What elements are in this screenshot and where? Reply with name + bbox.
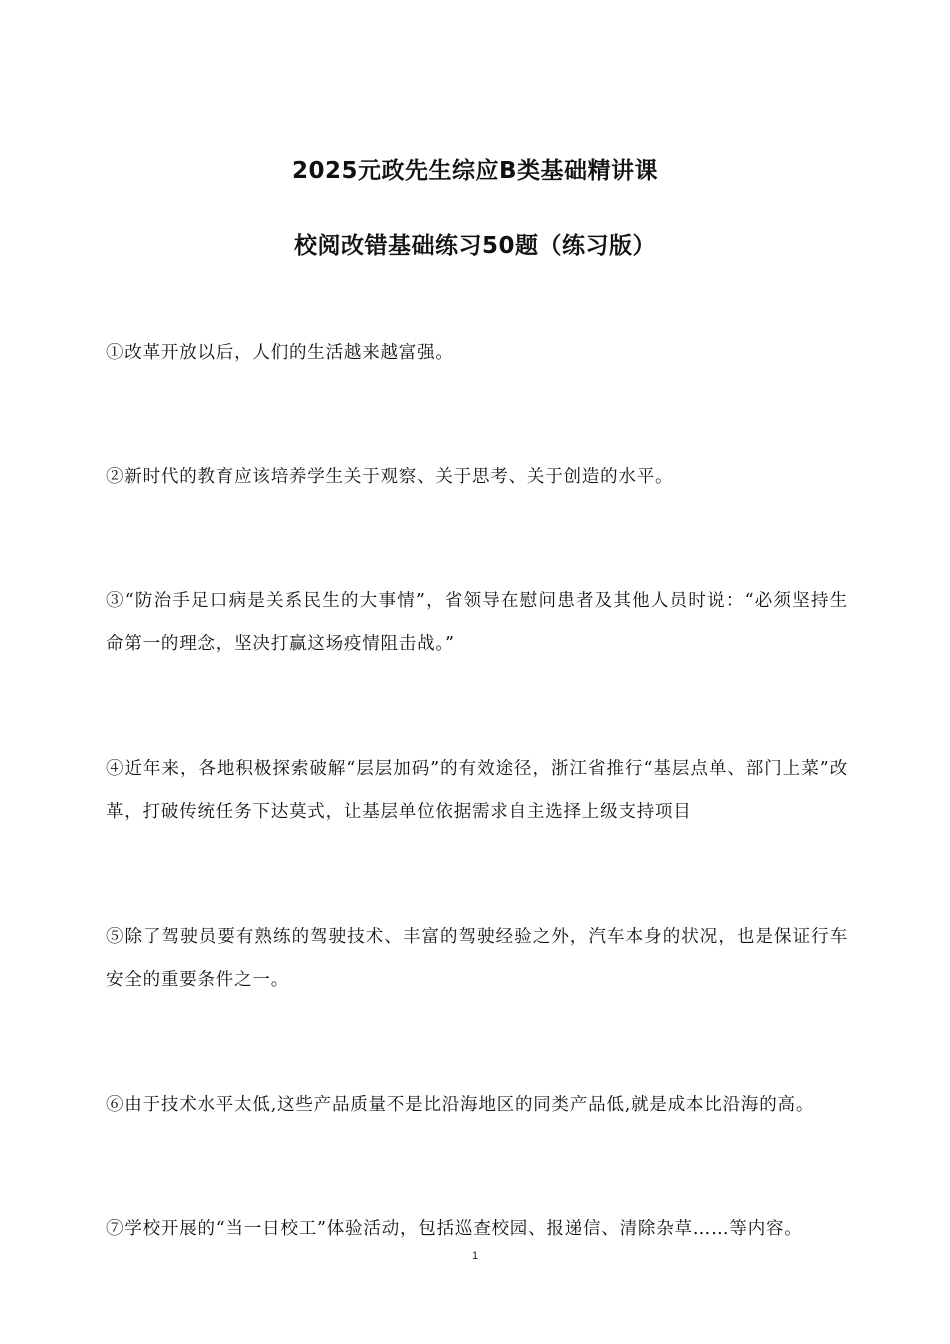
question-5: ⑤除了驾驶员要有熟练的驾驶技术、丰富的驾驶经验之外，汽车本身的状况，也是保证行车安全的重要条件之一。 <box>106 927 848 990</box>
question-1: ①改革开放以后，人们的生活越来越富强。 <box>106 343 454 363</box>
document-title-line-2: 校阅改错基础练习50题（练习版） <box>293 233 656 259</box>
question-2: ②新时代的教育应该培养学生关于观察、关于思考、关于创造的水平。 <box>106 467 674 487</box>
question-7: ⑦学校开展的“当一日校工”体验活动，包括巡查校园、报递信、清除杂草……等内容。 <box>106 1219 803 1239</box>
page-number: 1 <box>471 1250 479 1262</box>
question-6: ⑥由于技术水平太低,这些产品质量不是比沿海地区的同类产品低,就是成本比沿海的高。 <box>106 1095 815 1115</box>
document-title-line-1: 2025元政先生综应B类基础精讲课 <box>291 158 659 184</box>
question-3: ③“防治手足口病是关系民生的大事情”，省领导在慰问患者及其他人员时说：“必须坚持生命第一的理念，坚决打赢这场疫情阻击战。” <box>106 591 848 654</box>
question-4: ④近年来，各地积极探索破解“层层加码”的有效途径，浙江省推行“基层点单、部门上菜”改革，打破传统任务下达莫式，让基层单位依据需求自主选择上级支持项目 <box>106 759 848 822</box>
